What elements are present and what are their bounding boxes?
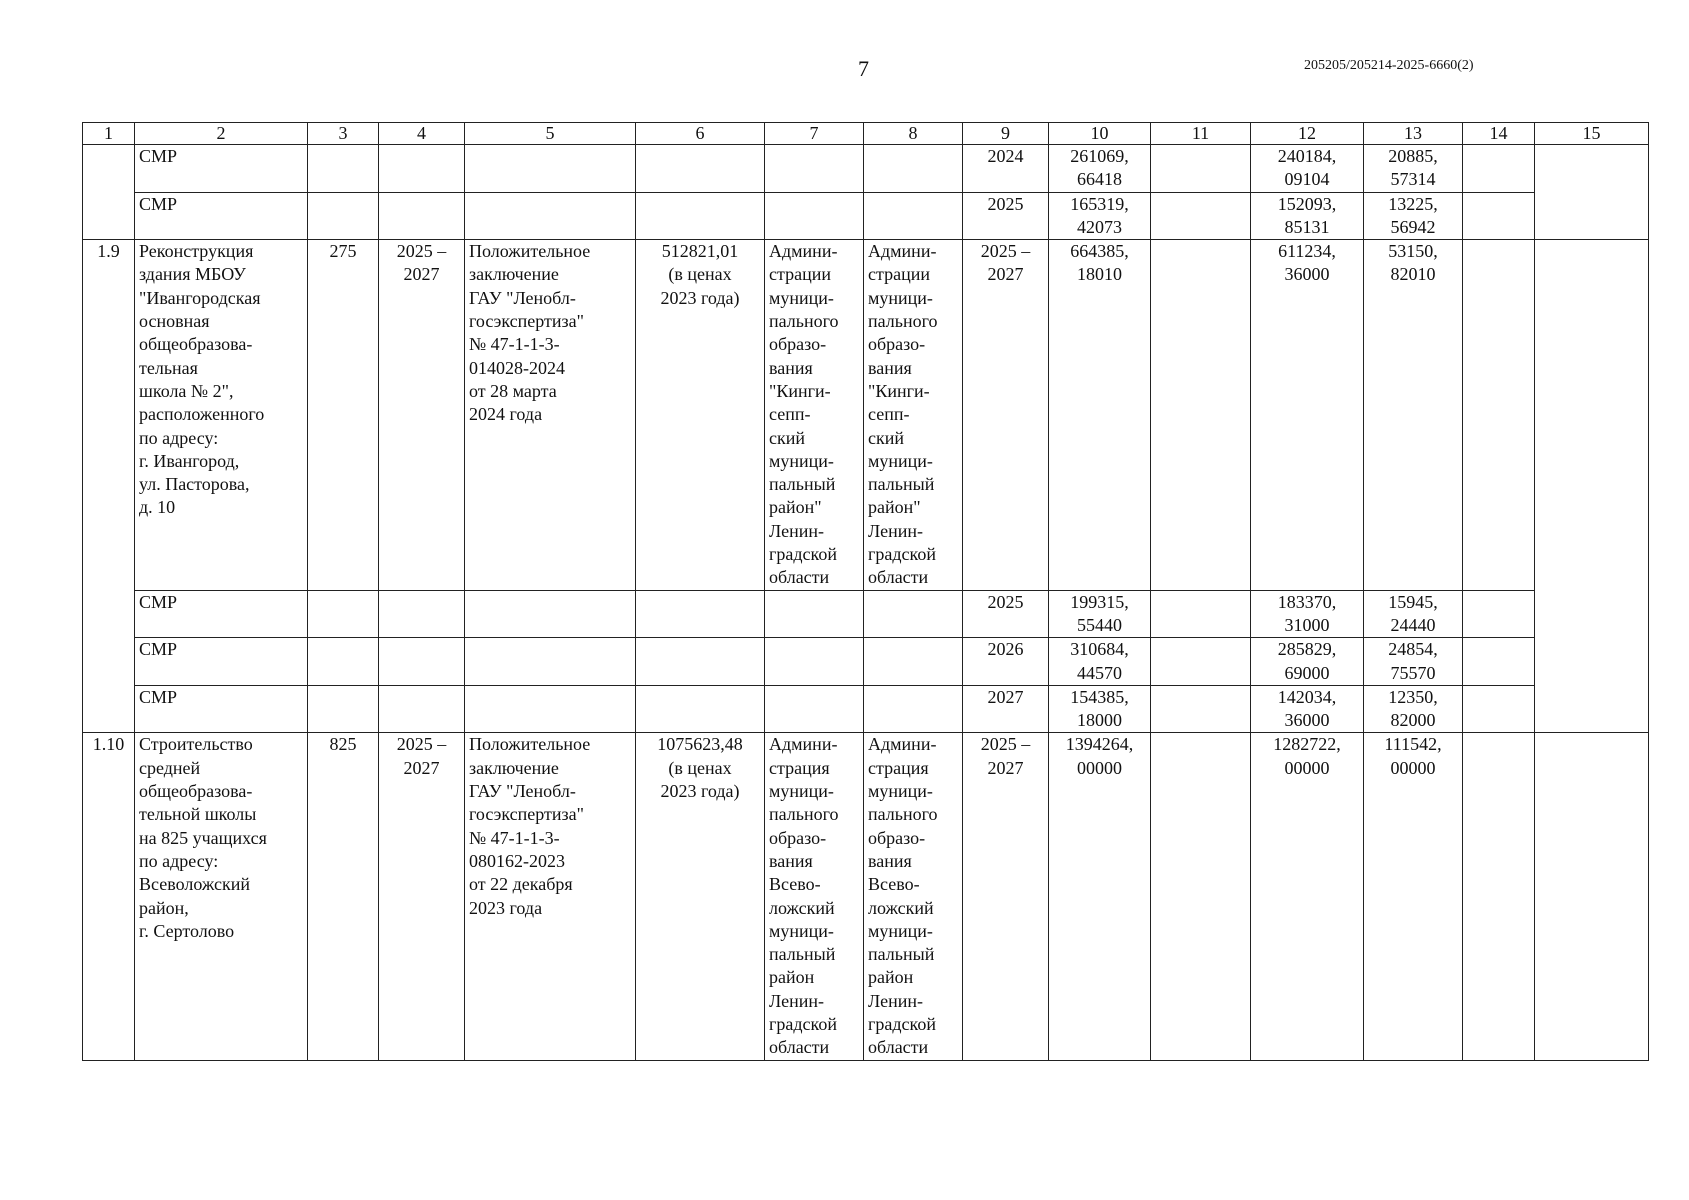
amount-regional-cell: 183370, 31000 — [1251, 590, 1364, 638]
column-header: 8 — [864, 123, 963, 145]
amount-total-cell: 165319, 42073 — [1049, 192, 1151, 240]
table-row — [83, 733, 1649, 1060]
item-name-cell: СМР — [135, 192, 308, 240]
document-id: 205205/205214-2025-6660(2) — [1304, 58, 1474, 73]
amount-total-cell: 310684, 44570 — [1049, 638, 1151, 686]
amount-local-cell: 53150, 82010 — [1364, 240, 1463, 590]
column-header: 11 — [1151, 123, 1251, 145]
expertise-cell: Положительное заключение ГАУ "Ленобл- госэкспертиза" № 47-1-1-3- 080162-2023 от 22 декабря 2023 года — [465, 733, 636, 1060]
item-number-cell — [83, 145, 135, 240]
item-name-cell: СМР — [135, 685, 308, 733]
estimated-cost-cell: 1075623,48 (в ценах 2023 года) — [636, 733, 765, 1060]
expertise-cell: Положительное заключение ГАУ "Ленобл- госэкспертиза" № 47-1-1-3- 014028-2024 от 28 марта 2024 года — [465, 240, 636, 590]
amount-total-cell: 664385, 18010 — [1049, 240, 1151, 590]
page-number: 7 — [858, 56, 869, 81]
year-cell: 2025 — [963, 192, 1049, 240]
amount-regional-cell: 240184, 09104 — [1251, 145, 1364, 193]
capacity-cell: 825 — [308, 733, 379, 1060]
amount-local-cell: 12350, 82000 — [1364, 685, 1463, 733]
column-header: 5 — [465, 123, 636, 145]
item-number-cell: 1.9 — [83, 240, 135, 733]
table-row — [83, 192, 1649, 240]
amount-local-cell: 24854, 75570 — [1364, 638, 1463, 686]
year-cell: 2024 — [963, 145, 1049, 193]
amount-local-cell: 111542, 00000 — [1364, 733, 1463, 1060]
column-header: 1 — [83, 123, 135, 145]
table-row — [83, 638, 1649, 686]
item-name-cell: СМР — [135, 145, 308, 193]
column-header: 15 — [1535, 123, 1649, 145]
developer-cell: Админи- страции муници- пального образо- вания "Кинги- сепп- ский муници- пальный район" Ленин- градской области — [864, 240, 963, 590]
amount-total-cell: 261069, 66418 — [1049, 145, 1151, 193]
amount-regional-cell: 1282722, 00000 — [1251, 733, 1364, 1060]
column-header: 13 — [1364, 123, 1463, 145]
amount-local-cell: 20885, 57314 — [1364, 145, 1463, 193]
column-header: 14 — [1463, 123, 1535, 145]
period-cell: 2025 – 2027 — [379, 733, 465, 1060]
column-header: 12 — [1251, 123, 1364, 145]
year-cell: 2025 – 2027 — [963, 240, 1049, 590]
column-header: 3 — [308, 123, 379, 145]
period-cell: 2025 – 2027 — [379, 240, 465, 590]
year-cell: 2026 — [963, 638, 1049, 686]
year-cell: 2025 — [963, 590, 1049, 638]
item-name-cell: Реконструкция здания МБОУ "Ивангородская основная общеобразова- тельная школа № 2", расположенного по адресу: г. Ивангород, ул. Пасторова, д. 10 — [135, 240, 308, 590]
amount-local-cell: 15945, 24440 — [1364, 590, 1463, 638]
customer-cell: Админи- страции муници- пального образо- вания "Кинги- сепп- ский муници- пальный район" Ленин- градской области — [765, 240, 864, 590]
item-name-cell: Строительство средней общеобразова- тельной школы на 825 учащихся по адресу: Всеволожский район, г. Сертолово — [135, 733, 308, 1060]
item-name-cell: СМР — [135, 590, 308, 638]
capacity-cell: 275 — [308, 240, 379, 590]
amount-regional-cell: 611234, 36000 — [1251, 240, 1364, 590]
table-row — [83, 240, 1649, 590]
column-header: 9 — [963, 123, 1049, 145]
item-number-cell: 1.10 — [83, 733, 135, 1060]
column-header: 4 — [379, 123, 465, 145]
amount-total-cell: 154385, 18000 — [1049, 685, 1151, 733]
column-header: 7 — [765, 123, 864, 145]
amount-total-cell: 1394264, 00000 — [1049, 733, 1151, 1060]
column-header: 6 — [636, 123, 765, 145]
item-name-cell: СМР — [135, 638, 308, 686]
column-header: 2 — [135, 123, 308, 145]
column-header: 10 — [1049, 123, 1151, 145]
column-number-row — [83, 123, 1649, 145]
developer-cell: Админи- страция муници- пального образо- вания Всево- ложский муници- пальный район Ленин- градской области — [864, 733, 963, 1060]
program-table — [82, 122, 1649, 1061]
customer-cell: Админи- страция муници- пального образо- вания Всево- ложский муници- пальный район Ленин- градской области — [765, 733, 864, 1060]
year-cell: 2025 – 2027 — [963, 733, 1049, 1060]
year-cell: 2027 — [963, 685, 1049, 733]
estimated-cost-cell: 512821,01 (в ценах 2023 года) — [636, 240, 765, 590]
amount-regional-cell: 152093, 85131 — [1251, 192, 1364, 240]
table-row — [83, 685, 1649, 733]
table-row — [83, 590, 1649, 638]
amount-total-cell: 199315, 55440 — [1049, 590, 1151, 638]
table-row — [83, 145, 1649, 193]
amount-local-cell: 13225, 56942 — [1364, 192, 1463, 240]
amount-regional-cell: 285829, 69000 — [1251, 638, 1364, 686]
amount-regional-cell: 142034, 36000 — [1251, 685, 1364, 733]
